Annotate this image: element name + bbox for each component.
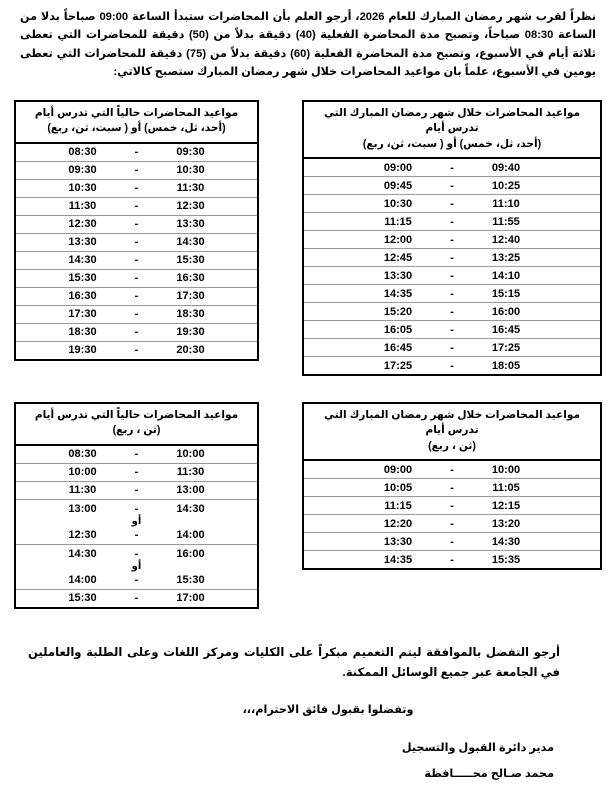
table-row — [303, 551, 601, 570]
slot-start: 17:30 — [68, 308, 97, 321]
time-slot-cell — [15, 305, 258, 323]
slot-dash: - — [134, 290, 139, 303]
time-slot-cell — [303, 321, 601, 339]
slot-end: 16:30 — [176, 272, 205, 285]
alt-slot-dash: - — [134, 573, 139, 586]
table-header-cell — [303, 403, 601, 460]
slot-dash: - — [134, 182, 139, 195]
slot-start: 14:35 — [383, 287, 413, 300]
slot-start: 13:30 — [383, 535, 413, 548]
table-body — [303, 460, 601, 569]
slot-end: 09:40 — [491, 161, 521, 174]
slot-dash: - — [134, 326, 139, 339]
slot-start: 13:30 — [383, 269, 413, 282]
time-slot-cell — [15, 323, 258, 341]
table-row — [303, 533, 601, 551]
slot-end: 16:00 — [491, 305, 521, 318]
time-slot-cell — [303, 497, 601, 515]
table-row — [15, 589, 258, 608]
table-row — [303, 515, 601, 533]
table-row — [15, 161, 258, 179]
schedule-pair-top — [14, 100, 602, 376]
time-slot-cell — [303, 267, 601, 285]
slot-dash: - — [450, 287, 454, 300]
slot-start: 15:30 — [68, 272, 97, 285]
slot-end: 12:40 — [491, 233, 521, 246]
table-current-two-days — [14, 402, 259, 609]
alt-slot-start: 12:30 — [68, 528, 97, 541]
slot-dash: - — [134, 164, 139, 177]
table-row — [15, 215, 258, 233]
slot-start: 11:30 — [68, 484, 97, 497]
alt-slot-end: 15:30 — [176, 573, 205, 586]
table-row — [15, 481, 258, 499]
slot-start: 14:30 — [68, 547, 97, 560]
slot-start: 09:00 — [383, 161, 413, 174]
table-row — [303, 321, 601, 339]
table-row — [303, 249, 601, 267]
slot-end: 13:00 — [176, 484, 205, 497]
time-slot-cell — [303, 339, 601, 357]
table-row — [303, 231, 601, 249]
slot-start: 08:30 — [68, 146, 97, 159]
time-slot-cell — [303, 231, 601, 249]
slot-end: 13:25 — [491, 251, 521, 264]
schedule-pair-bottom — [14, 402, 602, 609]
slot-end: 14:30 — [176, 236, 205, 249]
table-row — [303, 177, 601, 195]
slot-end: 15:15 — [491, 287, 521, 300]
table-header-row — [303, 101, 601, 158]
slot-start: 12:20 — [383, 517, 413, 530]
table-row — [15, 251, 258, 269]
time-slot-cell — [15, 251, 258, 269]
slot-end: 11:05 — [492, 481, 520, 494]
table-row — [303, 195, 601, 213]
closing-paragraph: أرجو التفضل بالموافقة ليتم التعميم مبكراً على الكليات ومركز اللغات وعلى الطلبة والعاملين في الجامعة عبر جميع الوسائل الممكنة. — [28, 645, 560, 680]
signature-name: محمد صـالح محـــــافظة — [424, 767, 554, 780]
slot-dash: - — [450, 463, 454, 476]
time-slot-cell — [15, 269, 258, 287]
time-slot-cell — [303, 285, 601, 303]
slot-start: 11:30 — [68, 200, 97, 213]
slot-dash: - — [450, 251, 454, 264]
time-slot-cell — [303, 533, 601, 551]
time-slot-cell — [15, 463, 258, 481]
table-body — [15, 143, 258, 360]
slot-end: 16:45 — [491, 323, 521, 336]
slot-end: 12:30 — [176, 200, 205, 213]
table-row — [15, 341, 258, 360]
slot-start: 13:30 — [68, 236, 97, 249]
slot-end: 14:30 — [176, 502, 205, 515]
table-header-row — [15, 101, 258, 143]
time-slot-cell — [303, 177, 601, 195]
slot-start: 10:00 — [68, 466, 97, 479]
slot-start: 11:15 — [384, 499, 412, 512]
schedule-tables-block — [14, 100, 602, 609]
slot-end: 14:30 — [491, 535, 521, 548]
table-row — [303, 158, 601, 177]
time-slot-cell — [15, 341, 258, 360]
header-line-1: مواعيد المحاضرات خلال شهر رمضان المبارك التي تدرس أيام — [323, 409, 581, 437]
time-slot-cell — [303, 303, 601, 321]
slot-dash: - — [450, 305, 454, 318]
slot-dash: - — [134, 592, 139, 605]
table-row — [303, 460, 601, 479]
slot-start: 09:30 — [68, 164, 97, 177]
regards-line: وتفضلوا بقبول فائق الاحترام،،، — [242, 704, 414, 717]
slot-end: 16:00 — [176, 547, 205, 560]
slot-dash: - — [134, 218, 139, 231]
slot-dash: - — [134, 344, 139, 357]
slot-end: 13:30 — [176, 218, 205, 231]
table-body — [15, 445, 258, 608]
slot-start: 11:15 — [384, 215, 412, 228]
time-slot-cell — [303, 551, 601, 570]
slot-start: 13:00 — [68, 502, 97, 515]
slot-dash: - — [134, 146, 139, 159]
time-slot-cell — [15, 215, 258, 233]
time-slot-cell — [15, 233, 258, 251]
slot-start: 15:30 — [68, 592, 97, 605]
slot-dash: - — [450, 161, 454, 174]
slot-dash: - — [450, 535, 454, 548]
slot-dash: - — [450, 499, 454, 512]
time-slot-cell — [303, 158, 601, 177]
slot-end: 17:25 — [491, 341, 521, 354]
table-row — [15, 544, 258, 589]
slot-end: 10:00 — [491, 463, 521, 476]
slot-end: 17:30 — [176, 290, 205, 303]
table-row — [15, 445, 258, 464]
time-slot-cell — [15, 197, 258, 215]
alt-slot-start: 14:00 — [68, 573, 97, 586]
time-slot-cell — [15, 481, 258, 499]
slot-end: 19:30 — [176, 326, 205, 339]
table-header-row — [15, 403, 258, 445]
slot-dash: - — [134, 502, 139, 515]
table-current-three-days — [14, 100, 259, 361]
table-row — [303, 303, 601, 321]
time-slot-cell — [15, 161, 258, 179]
slot-start: 16:45 — [383, 341, 413, 354]
table-row — [15, 305, 258, 323]
signature-block — [14, 736, 554, 786]
time-slot-cell — [15, 179, 258, 197]
table-row — [15, 179, 258, 197]
table-ramadan-two-days — [302, 402, 602, 570]
slot-start: 10:30 — [68, 182, 97, 195]
table-header-row — [303, 403, 601, 460]
slot-end: 11:10 — [492, 197, 520, 210]
slot-dash: - — [450, 233, 454, 246]
slot-dash: - — [134, 308, 139, 321]
table-row — [303, 285, 601, 303]
slot-end: 15:35 — [491, 553, 521, 566]
table-row — [303, 479, 601, 497]
table-ramadan-three-days — [302, 100, 602, 376]
table-row — [303, 213, 601, 231]
time-slot-cell — [15, 287, 258, 305]
slot-start: 18:30 — [68, 326, 97, 339]
table-body — [303, 158, 601, 375]
header-line-1: مواعيد المحاضرات خلال شهر رمضان المبارك التي تدرس أيام — [323, 106, 581, 135]
time-slot-cell — [303, 195, 601, 213]
slot-start: 09:00 — [383, 463, 413, 476]
table-row — [15, 463, 258, 481]
table-row — [15, 143, 258, 162]
header-line-2: (ثن ، ربع) — [428, 439, 476, 452]
table-row — [303, 357, 601, 376]
slot-dash: - — [134, 254, 139, 267]
table-header-cell — [15, 101, 258, 143]
time-slot-cell-with-alternative — [15, 544, 258, 589]
slot-start: 16:30 — [68, 290, 97, 303]
time-slot-cell-with-alternative — [15, 499, 258, 544]
slot-end: 18:05 — [491, 359, 521, 372]
header-line-1: مواعيد المحاضرات حالياً التي تدرس أيام — [34, 409, 239, 422]
slot-start: 12:30 — [68, 218, 97, 231]
table-row — [15, 233, 258, 251]
slot-dash: - — [450, 553, 454, 566]
time-slot-cell — [15, 589, 258, 608]
slot-start: 08:30 — [68, 448, 97, 461]
alt-slot-end: 14:00 — [176, 528, 205, 541]
slot-start: 19:30 — [68, 344, 97, 357]
slot-dash: - — [450, 179, 454, 192]
time-slot-cell — [303, 213, 601, 231]
header-line-2: (ثن ، ربع) — [112, 424, 161, 437]
header-line-2: (أحد، ثل، خمس) أو ( سبت، ثن، ربع) — [47, 122, 226, 135]
slot-dash: - — [450, 341, 454, 354]
slot-dash: - — [134, 484, 139, 497]
slot-start: 14:35 — [383, 553, 413, 566]
table-row — [303, 267, 601, 285]
alt-slot-dash: - — [134, 528, 139, 541]
slot-start: 16:05 — [383, 323, 413, 336]
slot-dash: - — [134, 466, 139, 479]
slot-end: 13:20 — [491, 517, 521, 530]
slot-end: 10:30 — [176, 164, 205, 177]
slot-end: 15:30 — [176, 254, 205, 267]
slot-dash: - — [450, 517, 454, 530]
slot-end: 10:25 — [491, 179, 521, 192]
table-row — [15, 287, 258, 305]
slot-start: 10:05 — [383, 481, 413, 494]
or-separator-label: أو — [131, 560, 142, 572]
time-slot-cell — [303, 460, 601, 479]
slot-dash: - — [450, 215, 454, 228]
signature-title: مدير دائرة القبول والتسجيل — [401, 742, 554, 755]
slot-dash: - — [134, 236, 139, 249]
slot-end: 12:15 — [491, 499, 521, 512]
table-row — [303, 339, 601, 357]
time-slot-cell — [303, 249, 601, 267]
slot-dash: - — [134, 272, 139, 285]
slot-dash: - — [134, 547, 139, 560]
intro-paragraph: نظراً لقرب شهر رمضان المبارك للعام 2026، أرجو العلم بأن المحاضرات ستبدأ الساعة 09:00 صباحاً بدلا من الساعة 08:30 صباحاً، وتصبح مدة المحاضرة الفعلية (40) دقيقة بدلاً من (50) دقيقة للمحاضرات التي تعطى ثلاثة أيام في الأسبوع، وتصبح مدة المحاضرة الفعلية (60) دقيقة بدلاً من (75) دقيقة للمحاضرات التي تعطى يومين في الأسبوع، علماً بان مواعيد المحاضرات خلال شهر رمضان المبارك ستصبح كالاتي: — [20, 11, 597, 79]
slot-start: 17:25 — [383, 359, 413, 372]
time-slot-cell — [15, 445, 258, 464]
time-slot-cell — [303, 357, 601, 376]
or-separator-label: أو — [131, 515, 142, 527]
table-row — [15, 269, 258, 287]
table-header-cell — [15, 403, 258, 445]
table-row — [15, 323, 258, 341]
slot-end: 18:30 — [176, 308, 205, 321]
slot-end: 20:30 — [176, 344, 205, 357]
table-row — [303, 497, 601, 515]
slot-end: 11:30 — [176, 466, 205, 479]
time-slot-cell — [303, 515, 601, 533]
table-header-cell — [303, 101, 601, 158]
table-row — [15, 197, 258, 215]
slot-dash: - — [134, 200, 139, 213]
slot-end: 11:55 — [492, 215, 520, 228]
time-slot-cell — [303, 479, 601, 497]
header-line-2: (أحد، ثل، خمس) أو ( سبت، ثن، ربع) — [362, 137, 542, 150]
slot-dash: - — [450, 197, 454, 210]
slot-end: 11:30 — [176, 182, 205, 195]
slot-end: 09:30 — [176, 146, 205, 159]
slot-start: 12:45 — [383, 251, 413, 264]
slot-dash: - — [450, 481, 454, 494]
table-row — [15, 499, 258, 544]
slot-end: 10:00 — [176, 448, 205, 461]
slot-dash: - — [450, 323, 454, 336]
time-slot-cell — [15, 143, 258, 162]
slot-start: 10:30 — [383, 197, 413, 210]
slot-dash: - — [450, 269, 454, 282]
slot-start: 14:30 — [68, 254, 97, 267]
slot-dash: - — [450, 359, 454, 372]
header-line-1: مواعيد المحاضرات حالياً التي تدرس أيام — [34, 106, 239, 119]
slot-dash: - — [134, 448, 139, 461]
slot-start: 09:45 — [383, 179, 413, 192]
slot-start: 15:20 — [383, 305, 413, 318]
slot-end: 14:10 — [491, 269, 521, 282]
slot-end: 17:00 — [176, 592, 205, 605]
slot-start: 12:00 — [383, 233, 413, 246]
